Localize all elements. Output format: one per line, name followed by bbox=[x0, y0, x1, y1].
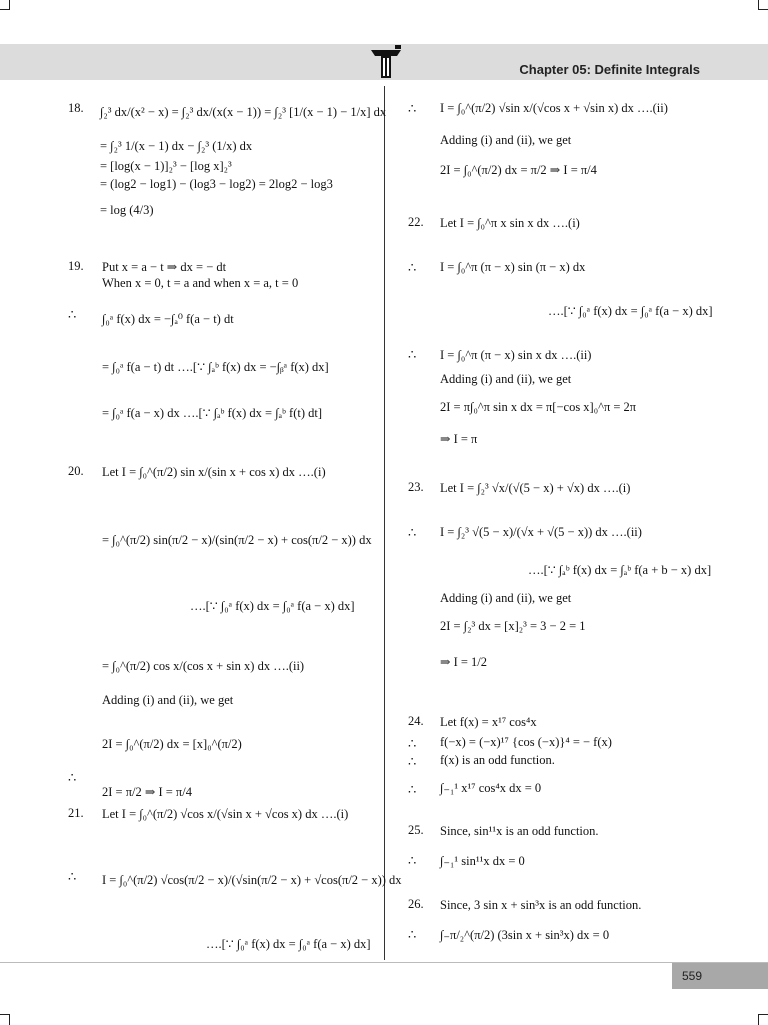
solution-line: 2I = ∫₂³ dx = [x]₂³ = 3 − 2 = 1 bbox=[440, 619, 586, 633]
solution-line: I = ∫₀^(π/2) √sin x/(√cos x + √sin x) dx ….(ii) bbox=[440, 101, 668, 115]
solution-block-25 bbox=[440, 823, 599, 869]
question-number: 26. bbox=[408, 897, 424, 911]
therefore-symbol: ∴ bbox=[408, 736, 417, 751]
solution-line: ….[∵ ∫₀ᵃ f(x) dx = ∫₀ᵃ f(a − x) dx] bbox=[190, 599, 355, 613]
solution-line: Since, sin¹¹x is an odd function. bbox=[440, 824, 599, 838]
solution-line: = ∫₀^(π/2) cos x/(cos x + sin x) dx ….(ii) bbox=[102, 659, 305, 673]
question-number: 20. bbox=[68, 464, 84, 478]
solution-line: ….[∵ ∫ₐᵇ f(x) dx = ∫ₐᵇ f(a + b − x) dx] bbox=[528, 563, 712, 577]
solution-line: ∫₋₁¹ x¹⁷ cos⁴x dx = 0 bbox=[440, 781, 542, 795]
therefore-symbol: ∴ bbox=[408, 260, 417, 275]
therefore-symbol: ∴ bbox=[408, 927, 417, 942]
solution-line: 2I = π/2 ⇒ I = π/4 bbox=[102, 785, 192, 799]
therefore-symbol: ∴ bbox=[408, 782, 417, 797]
question-number: 23. bbox=[408, 480, 424, 494]
solution-line: Let I = ∫₀^(π/2) √cos x/(√sin x + √cos x) dx ….(i) bbox=[102, 807, 349, 821]
chapter-title: Chapter 05: Definite Integrals bbox=[519, 62, 700, 77]
solution-block-20 bbox=[102, 464, 372, 800]
solution-line: ∫₂³ dx/(x² − x) = ∫₂³ dx/(x(x − 1)) = ∫₂³ [1/(x − 1) − 1/x] dx bbox=[100, 105, 387, 119]
solution-block-19 bbox=[102, 259, 329, 421]
solution-block-22 bbox=[440, 215, 713, 447]
solution-line: = log (4/3) bbox=[100, 203, 154, 217]
therefore-symbol: ∴ bbox=[408, 754, 417, 769]
solution-line: = ∫₂³ 1/(x − 1) dx − ∫₂³ (1/x) dx bbox=[100, 139, 253, 153]
question-number: 25. bbox=[408, 823, 424, 837]
solution-line: ⇒ I = π bbox=[440, 432, 478, 446]
solution-line: Let I = ∫₀^(π/2) sin x/(sin x + cos x) dx ….(i) bbox=[102, 465, 326, 479]
solution-line: I = ∫₀^π (π − x) sin x dx ….(ii) bbox=[440, 348, 592, 362]
solution-line: ∫₀ᵃ f(x) dx = −∫ₐ⁰ f(a − t) dt bbox=[102, 312, 234, 326]
solution-line: Let f(x) = x¹⁷ cos⁴x bbox=[440, 715, 537, 729]
solution-line: When x = 0, t = a and when x = a, t = 0 bbox=[102, 276, 299, 290]
therefore-symbol: ∴ bbox=[408, 525, 417, 540]
solution-line: = (log2 − log1) − (log3 − log2) = 2log2 − log3 bbox=[100, 177, 333, 191]
solution-line: Put x = a − t ⇒ dx = − dt bbox=[102, 260, 227, 274]
solution-line: Adding (i) and (ii), we get bbox=[440, 591, 572, 605]
crop-mark-top-left bbox=[0, 0, 10, 10]
solution-line: Adding (i) and (ii), we get bbox=[440, 372, 572, 386]
solution-line: 2I = ∫₀^(π/2) dx = [x]₀^(π/2) bbox=[102, 737, 242, 751]
solution-block-23 bbox=[440, 480, 711, 670]
solution-line: ….[∵ ∫₀ᵃ f(x) dx = ∫₀ᵃ f(a − x) dx] bbox=[206, 937, 371, 951]
solution-line: f(−x) = (−x)¹⁷ {cos (−x)}⁴ = − f(x) bbox=[440, 735, 612, 749]
solution-line: Let I = ∫₀^π x sin x dx ….(i) bbox=[440, 216, 580, 230]
solution-block-21 bbox=[102, 806, 402, 952]
solution-block-24 bbox=[440, 714, 612, 796]
solution-line: I = ∫₀^π (π − x) sin (π − x) dx bbox=[440, 260, 586, 274]
solution-line: Adding (i) and (ii), we get bbox=[102, 693, 234, 707]
crop-mark-bottom-left bbox=[0, 1014, 10, 1025]
therefore-symbol: ∴ bbox=[68, 770, 77, 785]
solution-line: I = ∫₂³ √(5 − x)/(√x + √(5 − x)) dx ….(ii) bbox=[440, 525, 642, 539]
solution-block-26 bbox=[440, 897, 641, 943]
solution-line: Let I = ∫₂³ √x/(√(5 − x) + √x) dx ….(i) bbox=[440, 481, 631, 495]
solution-line: 2I = π∫₀^π sin x dx = π[−cos x]₀^π = 2π bbox=[440, 400, 637, 414]
solution-line: = ∫₀ᵃ f(a − t) dt ….[∵ ∫ₐᵇ f(x) dx = −∫ᵦᵃ f(x) dx] bbox=[102, 360, 329, 374]
solution-line: I = ∫₀^(π/2) √cos(π/2 − x)/(√sin(π/2 − x) + √cos(π/2 − x)) dx bbox=[102, 873, 402, 887]
question-number: 22. bbox=[408, 215, 424, 229]
crop-mark-top-right bbox=[758, 0, 768, 10]
footer-rule bbox=[0, 962, 768, 963]
solution-line: ∫₋π/₂^(π/2) (3sin x + sin³x) dx = 0 bbox=[440, 928, 610, 942]
question-number: 24. bbox=[408, 714, 424, 728]
therefore-symbol: ∴ bbox=[408, 101, 417, 116]
solution-line: ….[∵ ∫₀ᵃ f(x) dx = ∫₀ᵃ f(a − x) dx] bbox=[548, 304, 713, 318]
solution-line: 2I = ∫₀^(π/2) dx = π/2 ⇒ I = π/4 bbox=[440, 163, 597, 177]
therefore-symbol: ∴ bbox=[68, 307, 77, 322]
therefore-symbol: ∴ bbox=[408, 347, 417, 362]
pillar-logo-icon bbox=[369, 44, 403, 80]
solution-line: f(x) is an odd function. bbox=[440, 753, 555, 767]
solution-line: Adding (i) and (ii), we get bbox=[440, 133, 572, 147]
page-number: 559 bbox=[672, 963, 768, 989]
solution-line: Since, 3 sin x + sin³x is an odd function. bbox=[440, 898, 642, 912]
therefore-symbol: ∴ bbox=[408, 853, 417, 868]
solution-line: ∫₋₁¹ sin¹¹x dx = 0 bbox=[440, 854, 525, 868]
question-number: 19. bbox=[68, 259, 84, 273]
question-number: 21. bbox=[68, 806, 84, 820]
question-number: 18. bbox=[68, 101, 84, 115]
solution-line: ⇒ I = 1/2 bbox=[440, 655, 488, 669]
solution-line: = [log(x − 1)]₂³ − [log x]₂³ bbox=[100, 159, 232, 173]
solution-line: = ∫₀ᵃ f(a − x) dx ….[∵ ∫ₐᵇ f(x) dx = ∫ₐᵇ f(t) dt] bbox=[102, 406, 323, 420]
crop-mark-bottom-right bbox=[758, 1014, 768, 1025]
solution-block-18 bbox=[100, 101, 386, 221]
solution-line: = ∫₀^(π/2) sin(π/2 − x)/(sin(π/2 − x) + cos(π/2 − x)) dx bbox=[102, 533, 372, 547]
solution-block-21-continued bbox=[440, 100, 668, 178]
therefore-symbol: ∴ bbox=[68, 869, 77, 884]
